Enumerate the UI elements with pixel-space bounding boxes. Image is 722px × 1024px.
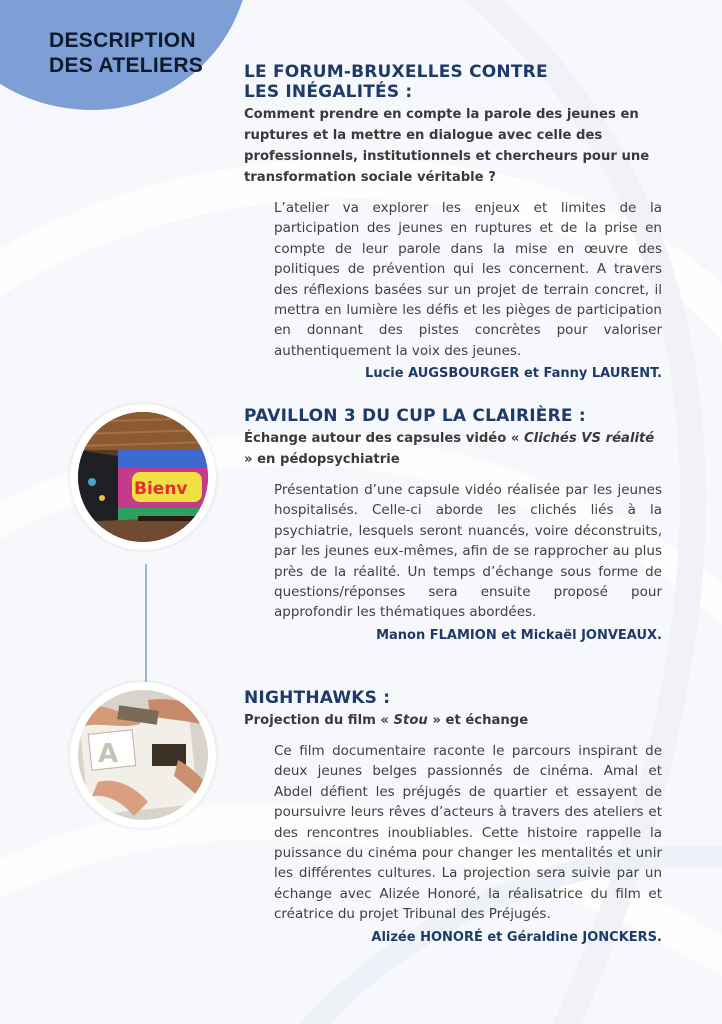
workshop-authors: Manon FLAMION et Mickaël JONVEAUX. xyxy=(376,627,662,643)
workshop-authors: Alizée HONORÉ et Géraldine JONCKERS. xyxy=(371,929,662,945)
workshop-authors: Lucie AUGSBOURGER et Fanny LAURENT. xyxy=(365,366,662,382)
workshop-subtitle-post: » et échange xyxy=(427,713,529,728)
workshop-description: Présentation d’une capsule vidéo réalisée par les jeunes hospitalisés. Celle-ci aborde les clichés liés à la psychiatrie, lesquels seront nuancés, voire déconstruits, par les jeunes eux-mêmes, afin de se rapprocher au plus près de la réalité. Un temps d’échange sous forme de questions/réponses sera ensuite proposé pour approfondir les thématiques abordées. xyxy=(274,482,662,621)
workshop-subtitle-pre: Échange autour des capsules vidéo « xyxy=(244,431,524,446)
workshop-heading-line2: LES INÉGALITÉS : xyxy=(244,82,413,102)
workshop-heading: NIGHTHAWKS : xyxy=(244,688,391,708)
workshop-subtitle: Comment prendre en compte la parole des jeunes en ruptures et la mettre en dialogue avec celle des professionnels, institutionnels et chercheurs pour une transformation sociale véritable ? xyxy=(244,107,650,185)
workshop-heading xyxy=(244,62,664,102)
svg-text:Bienv: Bienv xyxy=(134,479,188,499)
svg-text:A: A xyxy=(98,739,119,769)
photo-graffiti-room xyxy=(70,404,216,550)
graffiti-room-image xyxy=(78,412,208,542)
workshop-subtitle-post: » en pédopsychiatrie xyxy=(244,452,400,467)
workshop-subtitle xyxy=(244,428,664,470)
workshop-subtitle-pre: Projection du film « xyxy=(244,713,394,728)
page-title xyxy=(49,28,203,78)
workshop-subtitle-italic: Stou xyxy=(393,713,428,728)
drawing-workshop-image xyxy=(78,690,208,820)
photo-drawing-workshop xyxy=(70,682,216,828)
workshop-pavillon-3 xyxy=(244,406,664,645)
timeline-connector xyxy=(145,564,147,682)
workshop-nighthawks xyxy=(244,688,664,947)
workshop-forum-bruxelles xyxy=(244,62,664,383)
workshop-description: L’atelier va explorer les enjeux et limites de la participation des jeunes en ruptures et de la prise en compte de leur parole dans la mise en œuvre des politiques de prévention qui les concernent. A travers des réflexions basées sur un projet de terrain concret, il mettra en lumière les défis et les pièges de participation en donnant des pistes concrètes pour valoriser authentiquement la voix des jeunes. xyxy=(274,200,662,359)
workshop-subtitle xyxy=(244,710,664,731)
workshop-description: Ce film documentaire raconte le parcours inspirant de deux jeunes belges passionnés de cinéma. Amal et Abdel défient les préjugés de quartier et essayent de poursuivre leurs rêves d’acteurs à travers des ateliers et des rencontres inoubliables. Cette histoire rappelle la puissance du cinéma pour changer les mentalités et unir les différentes cultures. La projection sera suivie par un échange avec Alizée Honoré, la réalisatrice du film et créatrice du projet Tribunal des Préjugés. xyxy=(274,743,662,923)
workshop-heading-line1: LE FORUM-BRUXELLES CONTRE xyxy=(244,62,548,82)
workshop-subtitle-italic: Clichés VS réalité xyxy=(524,431,655,446)
page-title-line1: DESCRIPTION xyxy=(49,29,196,52)
page-title-line2: DES ATELIERS xyxy=(49,54,204,77)
workshop-heading: PAVILLON 3 DU CUP LA CLAIRIÈRE : xyxy=(244,406,586,426)
